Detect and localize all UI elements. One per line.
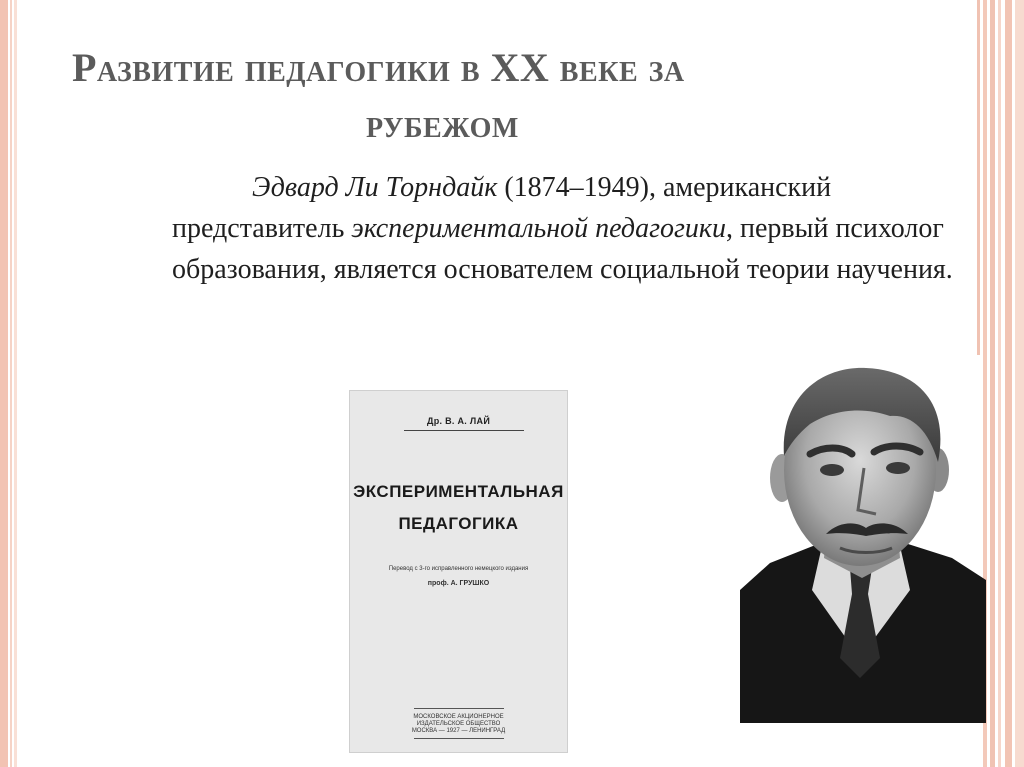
- portrait-photo: [740, 358, 986, 723]
- book-author: Др. В. А. ЛАЙ: [427, 416, 491, 426]
- slide-title-line1: Развитие педагогики в XX веке за: [72, 45, 685, 90]
- slide-title-line2: рубежом: [366, 101, 519, 146]
- right-border-stripe: [1005, 0, 1012, 767]
- person-name: Эдвард Ли Торндайк: [252, 172, 498, 203]
- right-border-stripe: [998, 0, 1001, 767]
- book-publisher-line1: МОСКОВСКОЕ АКЦИОНЕРНОЕ: [413, 714, 504, 720]
- left-border-stripe: [10, 0, 12, 767]
- book-cover-image: [349, 390, 568, 753]
- slide-title: [72, 40, 892, 152]
- book-divider: [414, 708, 504, 709]
- book-title-line2: ПЕДАГОГИКА: [398, 514, 519, 533]
- book-subtitle: Перевод с 3-го исправленного немецкого издания: [388, 566, 529, 572]
- book-divider: [414, 738, 504, 739]
- book-translator: проф. А. ГРУШКО: [427, 580, 490, 587]
- book-publisher-line3: МОСКВА — 1927 — ЛЕНИНГРАД: [411, 728, 506, 734]
- body-rest: , первый психолог образования, является основателем социальной теории научения.: [172, 213, 953, 285]
- book-divider: [404, 430, 524, 431]
- right-border-stripe: [990, 0, 995, 767]
- book-publisher-line2: ИЗДАТЕЛЬСКОЕ ОБЩЕСТВО: [416, 721, 501, 727]
- left-border-stripe: [14, 0, 17, 767]
- body-paragraph: [172, 167, 982, 290]
- book-title-line1: ЭКСПЕРИМЕНТАЛЬНАЯ: [353, 482, 564, 501]
- left-border-stripe: [0, 0, 8, 767]
- body-term: экспериментальной педагогики: [351, 213, 727, 244]
- right-border-stripe: [1015, 0, 1024, 767]
- body-years: (1874–1949), американский представитель: [172, 172, 832, 244]
